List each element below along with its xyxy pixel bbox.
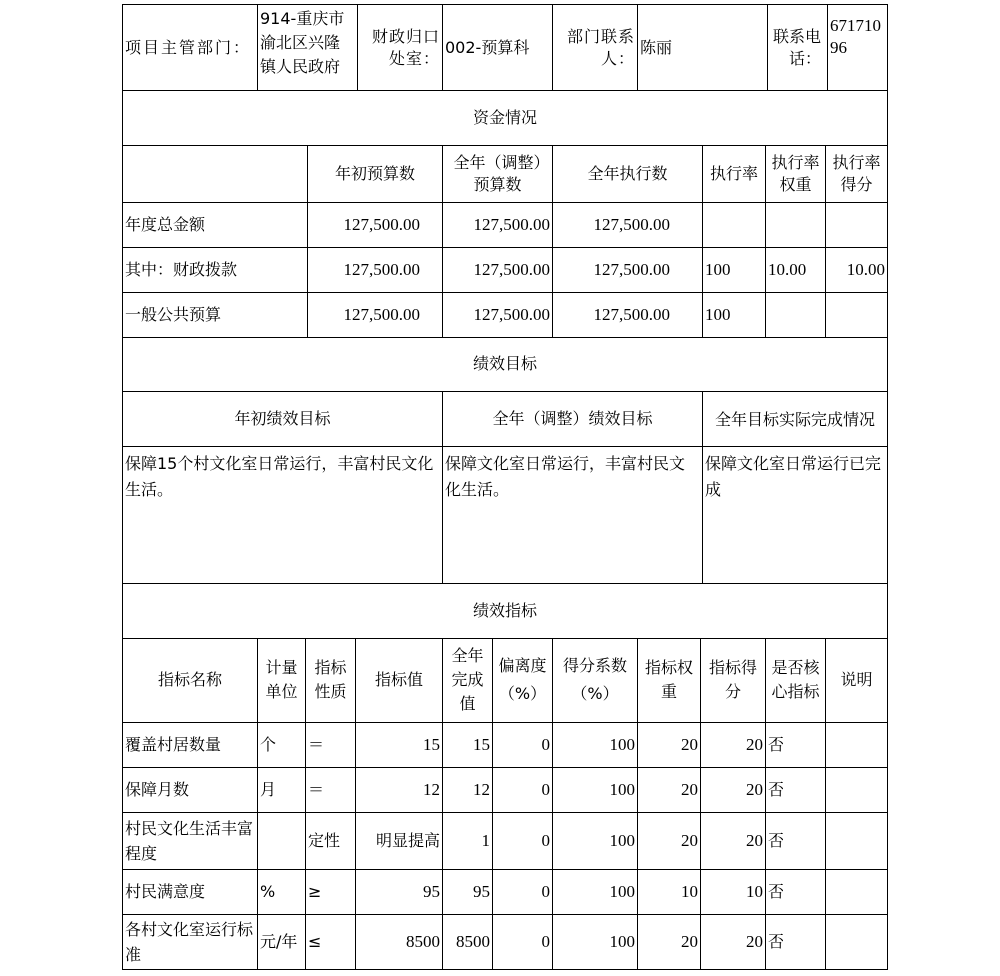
ind-deviation: 0 [493,812,553,869]
funds-row [123,202,888,247]
goal-initial-text: 保障15个村文化室日常运行，丰富村民文化生活。 [123,447,443,584]
funds-row-score [826,292,888,337]
funds-row-initial: 127,500.00 [308,202,443,247]
ind-col-note: 说明 [826,638,888,722]
funds-section-title: 资金情况 [123,91,888,145]
ind-value: 8500 [356,914,443,969]
funds-col-weight: 执行率权重 [766,145,826,202]
office-label: 财政归口处室： [358,5,443,91]
ind-nature: ≤ [306,914,356,969]
ind-core: 否 [766,914,826,969]
funds-section [122,91,887,338]
ind-col-core: 是否核心指标 [766,638,826,722]
ind-nature: ＝ [306,722,356,767]
ind-score: 20 [701,767,766,812]
ind-note [826,767,888,812]
goals-section [122,338,887,585]
ind-value: 15 [356,722,443,767]
dept-label: 项目主管部门： [123,5,258,91]
indicator-row [123,869,888,914]
indicator-row [123,812,888,869]
ind-nature: ≥ [306,869,356,914]
indicators-section-title: 绩效指标 [123,584,888,638]
ind-coef: 100 [553,914,638,969]
ind-col-nature: 指标性质 [306,638,356,722]
ind-unit: 元/年 [258,914,306,969]
funds-row-score [826,202,888,247]
ind-unit: 月 [258,767,306,812]
ind-unit: 个 [258,722,306,767]
ind-coef: 100 [553,812,638,869]
ind-done: 1 [443,812,493,869]
funds-row-initial: 127,500.00 [308,247,443,292]
ind-value: 明显提高 [356,812,443,869]
ind-deviation: 0 [493,914,553,969]
ind-done: 95 [443,869,493,914]
phone-value: 67171096 [828,5,888,91]
ind-nature: ＝ [306,767,356,812]
funds-row-label: 年度总金额 [123,202,308,247]
ind-name: 覆盖村居数量 [123,722,258,767]
funds-row-score: 10.00 [826,247,888,292]
ind-value: 95 [356,869,443,914]
office-value: 002-预算科 [443,5,553,91]
ind-coef: 100 [553,869,638,914]
ind-unit: % [258,869,306,914]
phone-label: 联系电话： [768,5,828,91]
funds-row-weight [766,292,826,337]
indicators-section [122,584,887,970]
ind-col-coef: 得分系数（%） [553,638,638,722]
ind-done: 8500 [443,914,493,969]
ind-note [826,914,888,969]
ind-deviation: 0 [493,722,553,767]
ind-nature: 定性 [306,812,356,869]
ind-score: 20 [701,914,766,969]
funds-row-weight: 10.00 [766,247,826,292]
ind-deviation: 0 [493,767,553,812]
funds-row-executed: 127,500.00 [553,292,703,337]
ind-col-deviation: 偏离度（%） [493,638,553,722]
dept-value: 914-重庆市渝北区兴隆镇人民政府 [258,5,358,91]
ind-name: 保障月数 [123,767,258,812]
ind-core: 否 [766,767,826,812]
funds-col-rate: 执行率 [703,145,766,202]
funds-col-initial: 年初预算数 [308,145,443,202]
indicator-row [123,767,888,812]
ind-note [826,869,888,914]
indicator-row [123,722,888,767]
funds-row-executed: 127,500.00 [553,247,703,292]
funds-col-score: 执行率得分 [826,145,888,202]
contact-value: 陈丽 [638,5,768,91]
ind-done: 15 [443,722,493,767]
goal-adjusted-text: 保障文化室日常运行，丰富村民文化生活。 [443,447,703,584]
ind-core: 否 [766,869,826,914]
ind-weight: 20 [638,812,701,869]
ind-col-done: 全年完成值 [443,638,493,722]
goals-col-actual: 全年目标实际完成情况 [703,392,888,447]
ind-col-weight: 指标权重 [638,638,701,722]
ind-weight: 20 [638,722,701,767]
ind-value: 12 [356,767,443,812]
funds-row-rate: 100 [703,292,766,337]
ind-unit [258,812,306,869]
funds-header-blank [123,145,308,202]
ind-name: 村民满意度 [123,869,258,914]
ind-col-score: 指标得分 [701,638,766,722]
ind-coef: 100 [553,722,638,767]
ind-score: 10 [701,869,766,914]
ind-note [826,812,888,869]
funds-row-adjusted: 127,500.00 [443,202,553,247]
ind-weight: 20 [638,767,701,812]
funds-row-label: 一般公共预算 [123,292,308,337]
ind-col-value: 指标值 [356,638,443,722]
ind-weight: 20 [638,914,701,969]
ind-core: 否 [766,812,826,869]
contact-label: 部门联系人： [553,5,638,91]
ind-col-unit: 计量单位 [258,638,306,722]
ind-col-name: 指标名称 [123,638,258,722]
ind-done: 12 [443,767,493,812]
funds-row-executed: 127,500.00 [553,202,703,247]
funds-row-adjusted: 127,500.00 [443,292,553,337]
funds-row-label: 其中：财政拨款 [123,247,308,292]
performance-report [122,4,887,970]
funds-col-executed: 全年执行数 [553,145,703,202]
funds-col-adjusted: 全年（调整）预算数 [443,145,553,202]
funds-row-rate [703,202,766,247]
goals-col-adjusted: 全年（调整）绩效目标 [443,392,703,447]
ind-deviation: 0 [493,869,553,914]
funds-row-adjusted: 127,500.00 [443,247,553,292]
funds-row [123,292,888,337]
goals-col-initial: 年初绩效目标 [123,392,443,447]
funds-row-rate: 100 [703,247,766,292]
goal-actual-text: 保障文化室日常运行已完成 [703,447,888,584]
ind-score: 20 [701,722,766,767]
funds-row-weight [766,202,826,247]
goals-section-title: 绩效目标 [123,338,888,392]
indicator-row [123,914,888,969]
ind-note [826,722,888,767]
ind-score: 20 [701,812,766,869]
funds-row-initial: 127,500.00 [308,292,443,337]
ind-name: 各村文化室运行标准 [123,914,258,969]
funds-row [123,247,888,292]
ind-core: 否 [766,722,826,767]
header-section [122,4,887,91]
ind-coef: 100 [553,767,638,812]
ind-name: 村民文化生活丰富程度 [123,812,258,869]
ind-weight: 10 [638,869,701,914]
